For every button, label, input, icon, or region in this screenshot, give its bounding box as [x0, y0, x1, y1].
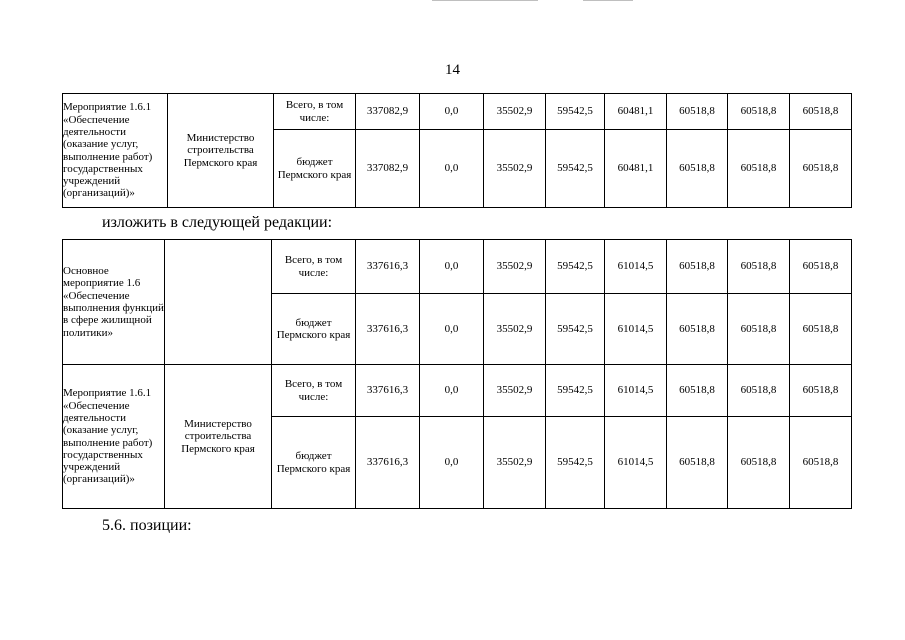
- amount-cell: 60518,8: [790, 417, 852, 509]
- amount-cell: 35502,9: [484, 417, 546, 509]
- funding-source: Всего, в том числе:: [272, 240, 356, 294]
- measure-name: Мероприятие 1.6.1 «Обеспечение деятельности (оказание услуг, выполнение работ) государственных учреждений (организаций)»: [63, 94, 168, 208]
- amount-cell: 60518,8: [728, 294, 790, 365]
- amount-cell: 35502,9: [484, 130, 546, 208]
- amount-cell: 35502,9: [484, 294, 546, 365]
- amount-cell: 60518,8: [667, 130, 728, 208]
- funding-source: Всего, в том числе:: [272, 365, 356, 417]
- amount-cell: 0,0: [420, 94, 484, 130]
- amount-cell: 337616,3: [356, 294, 420, 365]
- amount-cell: 0,0: [420, 294, 484, 365]
- amount-cell: 35502,9: [484, 240, 546, 294]
- amount-cell: 60518,8: [790, 130, 852, 208]
- amount-cell: 60518,8: [667, 294, 728, 365]
- amount-cell: 60518,8: [667, 365, 728, 417]
- amount-cell: 60518,8: [728, 94, 790, 130]
- amount-cell: 61014,5: [605, 240, 667, 294]
- amount-cell: 59542,5: [546, 365, 605, 417]
- amount-cell: 60518,8: [728, 417, 790, 509]
- amount-cell: 0,0: [420, 417, 484, 509]
- scan-edge-mark: [432, 0, 538, 1]
- amount-cell: 61014,5: [605, 294, 667, 365]
- amount-cell: 59542,5: [546, 417, 605, 509]
- amount-cell: 337082,9: [356, 130, 420, 208]
- scan-edge-mark: [583, 0, 633, 1]
- table-row: [63, 94, 852, 130]
- table-row: [63, 240, 852, 294]
- amount-cell: 60518,8: [790, 240, 852, 294]
- amount-cell: 337616,3: [356, 240, 420, 294]
- funding-source: бюджет Пермского края: [274, 130, 356, 208]
- amount-cell: 60518,8: [728, 240, 790, 294]
- amount-cell: 59542,5: [546, 130, 605, 208]
- funding-source: Всего, в том числе:: [274, 94, 356, 130]
- amount-cell: 60518,8: [728, 365, 790, 417]
- amount-cell: 60481,1: [605, 130, 667, 208]
- amount-cell: 60518,8: [667, 94, 728, 130]
- intro-text: изложить в следующей редакции:: [102, 214, 333, 231]
- main-measure-name: Основное мероприятие 1.6 «Обеспечение выполнения функций в сфере жилищной политики»: [63, 240, 165, 365]
- responsible-ministry: Министерство строительства Пермского края: [168, 94, 274, 208]
- amount-cell: 0,0: [420, 240, 484, 294]
- amount-cell: 337082,9: [356, 94, 420, 130]
- amount-cell: 60518,8: [790, 294, 852, 365]
- amount-cell: 60518,8: [790, 365, 852, 417]
- amount-cell: 60518,8: [790, 94, 852, 130]
- funding-source: бюджет Пермского края: [272, 417, 356, 509]
- amount-cell: 59542,5: [546, 94, 605, 130]
- empty-ministry-cell: [165, 240, 272, 365]
- budget-table-new: [62, 239, 852, 509]
- measure-name: Мероприятие 1.6.1 «Обеспечение деятельности (оказание услуг, выполнение работ) государственных учреждений (организаций)»: [63, 365, 165, 509]
- budget-table-current: [62, 93, 852, 208]
- amount-cell: 59542,5: [546, 294, 605, 365]
- footer-text: 5.6. позиции:: [102, 517, 192, 534]
- amount-cell: 61014,5: [605, 365, 667, 417]
- amount-cell: 35502,9: [484, 94, 546, 130]
- amount-cell: 0,0: [420, 130, 484, 208]
- amount-cell: 59542,5: [546, 240, 605, 294]
- amount-cell: 0,0: [420, 365, 484, 417]
- responsible-ministry: Министерство строительства Пермского края: [165, 365, 272, 509]
- amount-cell: 61014,5: [605, 417, 667, 509]
- amount-cell: 60518,8: [667, 417, 728, 509]
- amount-cell: 60518,8: [728, 130, 790, 208]
- amount-cell: 60481,1: [605, 94, 667, 130]
- funding-source: бюджет Пермского края: [272, 294, 356, 365]
- amount-cell: 337616,3: [356, 417, 420, 509]
- table-row: [63, 365, 852, 417]
- amount-cell: 35502,9: [484, 365, 546, 417]
- page-number: 14: [445, 62, 460, 78]
- amount-cell: 337616,3: [356, 365, 420, 417]
- amount-cell: 60518,8: [667, 240, 728, 294]
